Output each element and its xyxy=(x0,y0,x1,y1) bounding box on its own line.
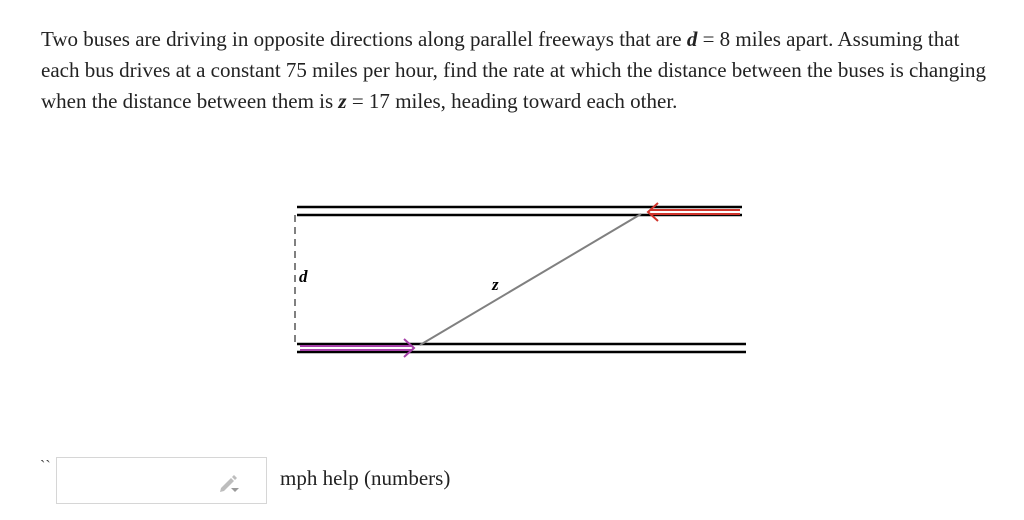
z-variable: z xyxy=(338,89,347,113)
answer-prefix: `` xyxy=(40,458,51,475)
unit-label: mph xyxy=(280,466,318,490)
d-variable: d xyxy=(686,27,698,51)
z-label: z xyxy=(492,275,499,294)
help-link[interactable]: help (numbers) xyxy=(322,466,451,490)
d-value: = 8 xyxy=(697,27,731,51)
pencil-icon[interactable] xyxy=(218,472,240,494)
problem-text: Two buses are driving in opposite directions along parallel freeways that are xyxy=(41,27,687,51)
bottom-bus-arrow xyxy=(300,339,414,357)
answer-unit-line xyxy=(280,466,450,491)
d-label: d xyxy=(299,267,308,286)
z-value: = 17 xyxy=(346,89,390,113)
problem-text: miles apart. Assuming that each bus drives at a constant 75 miles per hour, find the rate at which the distance between the buses is changing when the distance between them is xyxy=(41,27,987,113)
distance-z-line xyxy=(420,214,641,345)
problem-text: miles, heading toward each other. xyxy=(389,89,678,113)
top-bus-arrow xyxy=(648,203,740,221)
answer-input[interactable] xyxy=(56,457,267,504)
